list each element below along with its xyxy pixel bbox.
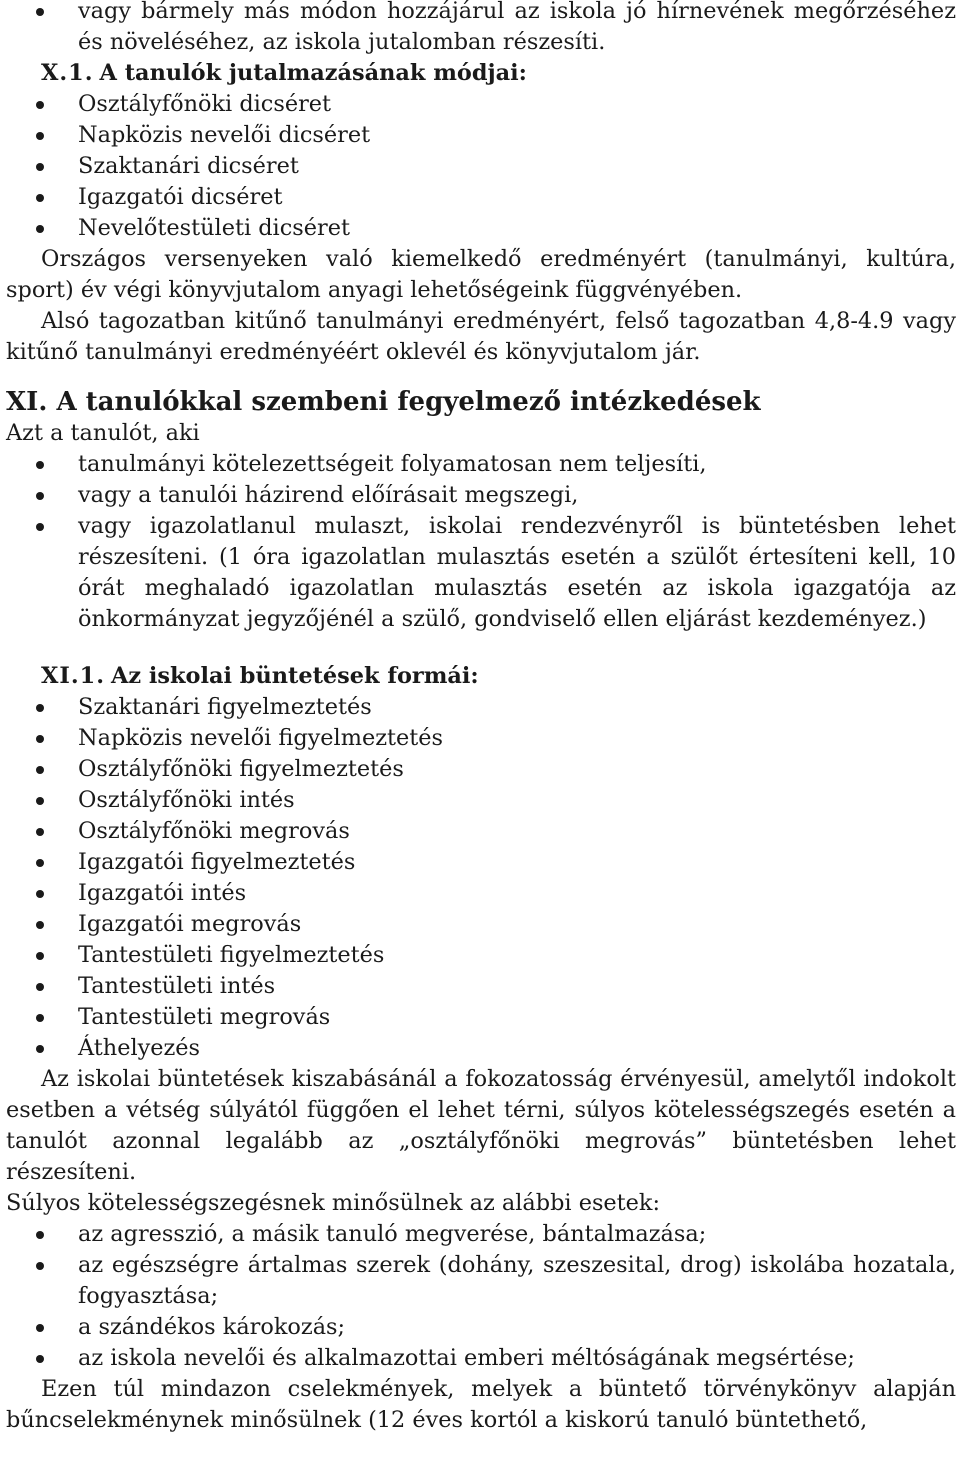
- reward-list: [6, 89, 956, 244]
- list-item: Igazgatói megrovás: [6, 909, 956, 940]
- section-number: XI.1.: [41, 663, 106, 689]
- document-page: [6, 0, 956, 1436]
- list-item: Tantestületi intés: [6, 971, 956, 1002]
- paragraph: Súlyos kötelességszegésnek minősülnek az alábbi esetek:: [6, 1190, 661, 1216]
- list-item: Osztályfőnöki megrovás: [6, 816, 956, 847]
- list-item: vagy a tanulói házirend előírásait megszegi,: [6, 480, 956, 511]
- list-item: Napközis nevelői figyelmeztetés: [6, 723, 956, 754]
- section-title: Az iskolai büntetések formái:: [111, 663, 479, 689]
- section-heading-xi: XI. A tanulókkal szembeni fegyelmező intézkedések: [6, 387, 761, 417]
- paragraph: Ezen túl mindazon cselekmények, melyek a büntető törvénykönyv alapján bűncselekménynek minősülnek (12 éves kortól a kiskorú tanuló büntethető,: [6, 1376, 956, 1433]
- list-item: a szándékos károkozás;: [6, 1312, 956, 1343]
- list-item: Tantestületi figyelmeztetés: [6, 940, 956, 971]
- paragraph: Alsó tagozatban kitűnő tanulmányi eredményért, felső tagozatban 4,8-4.9 vagy kitűnő tanulmányi eredményéért oklevél és könyvjutalom jár.: [6, 308, 956, 365]
- discipline-conditions-list: [6, 449, 956, 635]
- list-item: Szaktanári dicséret: [6, 151, 956, 182]
- list-item: Igazgatói intés: [6, 878, 956, 909]
- list-item: vagy igazolatlanul mulaszt, iskolai rendezvényről is büntetésben lehet részesíteni. (1 óra igazolatlan mulasztás esetén a szülőt értesíteni kell, 10 órát meghaladó igazolatlan mulasztás esetén az iskola igazgatója az önkormányzat jegyzőjénél a szülő, gondviselő ellen eljárást kezdeményez.): [6, 511, 956, 635]
- list-item: Osztályfőnöki intés: [6, 785, 956, 816]
- section-number: X.1.: [41, 60, 94, 86]
- section-heading-x1: [6, 58, 956, 89]
- list-item: vagy bármely más módon hozzájárul az iskola jó hírnevének megőrzéséhez és növeléséhez, az iskola jutalomban részesíti.: [6, 0, 956, 58]
- spacer: [6, 635, 956, 661]
- list-item: tanulmányi kötelezettségeit folyamatosan nem teljesíti,: [6, 449, 956, 480]
- list-item: Igazgatói dicséret: [6, 182, 956, 213]
- paragraph: Az iskolai büntetések kiszabásánál a fokozatosság érvényesül, amelytől indokolt esetben a vétség súlyától függően el lehet térni, súlyos kötelességszegés esetén a tanulót azonnal legalább az „osztályfőnöki megrovás” büntetésben lehet részesíteni.: [6, 1066, 956, 1185]
- list-item: Tantestületi megrovás: [6, 1002, 956, 1033]
- section-title: A tanulók jutalmazásának módjai:: [99, 60, 527, 86]
- list-item: Áthelyezés: [6, 1033, 956, 1064]
- list-item: az iskola nevelői és alkalmazottai emberi méltóságának megsértése;: [6, 1343, 956, 1374]
- punishment-list: [6, 692, 956, 1064]
- list-item: Szaktanári figyelmeztetés: [6, 692, 956, 723]
- list-item: Napközis nevelői dicséret: [6, 120, 956, 151]
- list-item: Nevelőtestületi dicséret: [6, 213, 956, 244]
- list-item: az agresszió, a másik tanuló megverése, bántalmazása;: [6, 1219, 956, 1250]
- list-item: Osztályfőnöki figyelmeztetés: [6, 754, 956, 785]
- list-item: az egészségre ártalmas szerek (dohány, szeszesital, drog) iskolába hozatala, fogyasztása;: [6, 1250, 956, 1312]
- section-heading-xi1: [6, 661, 956, 692]
- top-bullet-list: [6, 0, 956, 58]
- paragraph: Országos versenyeken való kiemelkedő eredményért (tanulmányi, kultúra, sport) év végi könyvjutalom anyagi lehetőségeink függvényében.: [6, 246, 956, 303]
- list-item: Igazgatói figyelmeztetés: [6, 847, 956, 878]
- serious-offense-list: [6, 1219, 956, 1374]
- paragraph: Azt a tanulót, aki: [6, 420, 200, 446]
- list-item: Osztályfőnöki dicséret: [6, 89, 956, 120]
